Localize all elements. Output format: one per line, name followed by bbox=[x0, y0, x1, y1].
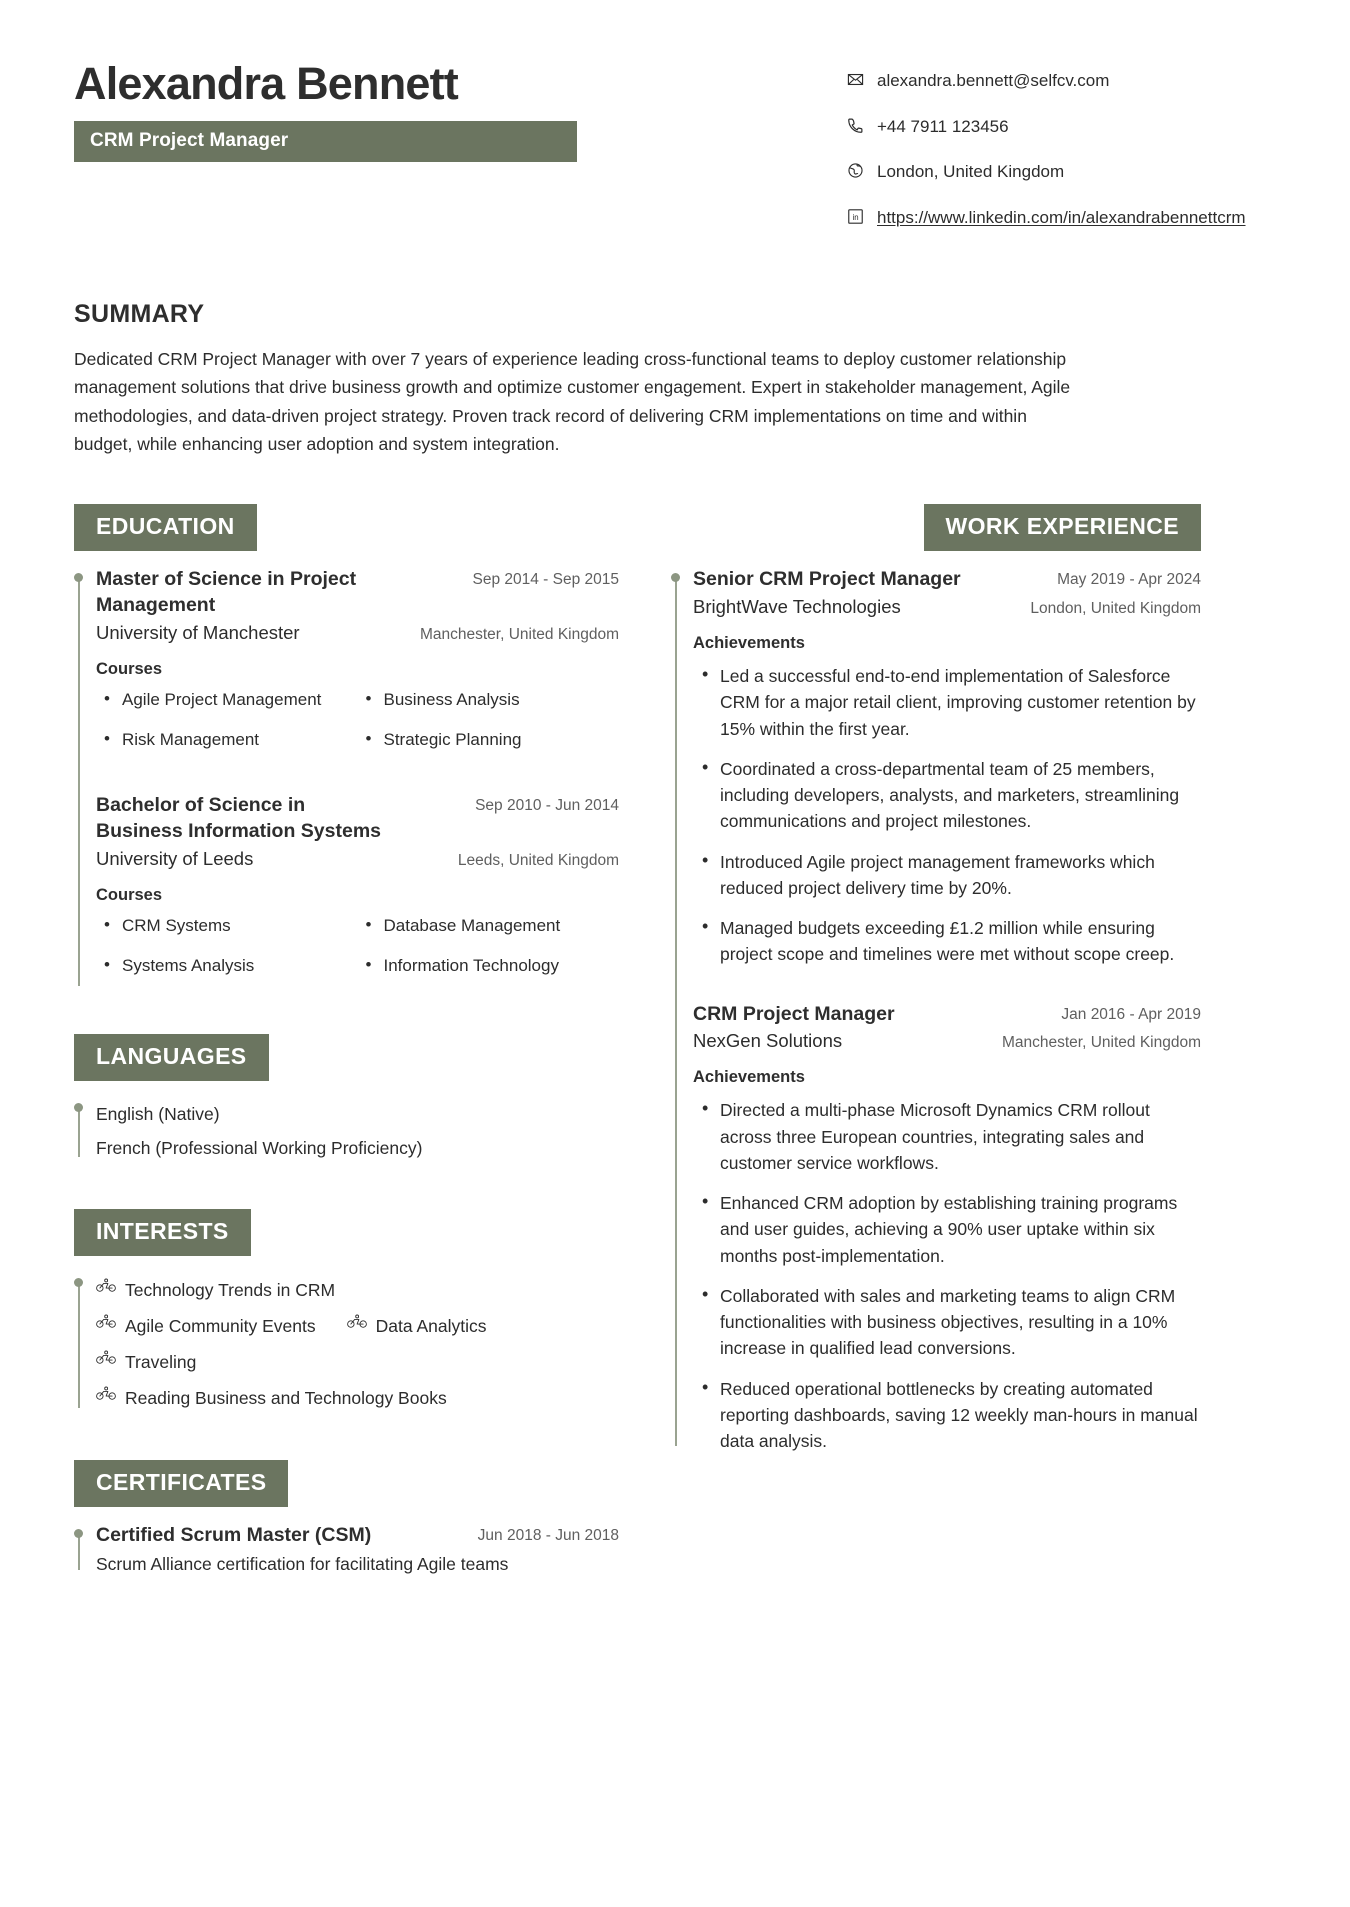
certificate-name: Certified Scrum Master (CSM) bbox=[96, 1523, 372, 1546]
interest-item bbox=[96, 1272, 335, 1308]
bicycle-icon bbox=[96, 1273, 116, 1306]
job-title-badge: CRM Project Manager bbox=[74, 121, 577, 162]
interest-label: Agile Community Events bbox=[125, 1315, 316, 1336]
envelope-icon bbox=[846, 70, 865, 89]
resume-body bbox=[74, 504, 1276, 1587]
summary-section bbox=[74, 300, 1276, 458]
achievements-label: Achievements bbox=[693, 634, 805, 653]
work-entry bbox=[693, 567, 1201, 967]
bicycle-icon bbox=[96, 1345, 116, 1378]
contact-text: London, United Kingdom bbox=[877, 162, 1065, 181]
education-entry bbox=[96, 793, 619, 993]
interest-item bbox=[96, 1308, 316, 1344]
course-item: • Strategic Planning bbox=[358, 728, 620, 768]
contact-row bbox=[846, 159, 1276, 185]
certificates-timeline bbox=[74, 1523, 619, 1578]
course-item: • Business Analysis bbox=[358, 688, 620, 728]
contact-row bbox=[846, 114, 1276, 140]
achievement-item: • Led a successful end-to-end implementation of Salesforce CRM for a major retail client, improving customer retention by 15% within the first year. bbox=[693, 663, 1201, 742]
course-item: • Information Technology bbox=[358, 954, 620, 994]
school-location: Leeds, United Kingdom bbox=[457, 851, 619, 869]
course-item: • Database Management bbox=[358, 914, 620, 954]
contact-row[interactable] bbox=[846, 205, 1276, 231]
svg-text:in: in bbox=[852, 212, 859, 222]
school-name: University of Manchester bbox=[96, 621, 300, 643]
language-item: English (Native) bbox=[96, 1103, 220, 1124]
work-heading: WORK EXPERIENCE bbox=[924, 504, 1201, 551]
interests-heading: INTERESTS bbox=[74, 1209, 251, 1256]
interest-item bbox=[347, 1308, 487, 1344]
school-location: Manchester, United Kingdom bbox=[419, 625, 619, 643]
achievement-item: • Introduced Agile project management frameworks which reduced project delivery time by 20%. bbox=[693, 849, 1201, 902]
achievement-item: • Managed budgets exceeding £1.2 million while ensuring project scope and timelines were met without scope creep. bbox=[693, 915, 1201, 968]
achievements-list bbox=[693, 663, 1201, 968]
job-location: Manchester, United Kingdom bbox=[1001, 1034, 1201, 1052]
certificates-section bbox=[74, 1460, 619, 1578]
certificate-description: Scrum Alliance certification for facilitating Agile teams bbox=[96, 1553, 509, 1574]
achievement-item: • Directed a multi-phase Microsoft Dynamics CRM rollout across three European countries, integrating sales and customer service workflows. bbox=[693, 1097, 1201, 1176]
interest-row bbox=[96, 1272, 619, 1308]
bicycle-icon bbox=[96, 1381, 116, 1414]
courses-label: Courses bbox=[96, 885, 163, 904]
achievement-item: • Collaborated with sales and marketing teams to align CRM functionalities with business objectives, resulting in a 10% increase in qualified lead conversions. bbox=[693, 1283, 1201, 1362]
interests-section bbox=[74, 1209, 619, 1416]
courses-label: Courses bbox=[96, 659, 163, 678]
certificate-entry bbox=[96, 1523, 619, 1578]
achievements-list bbox=[693, 1097, 1201, 1454]
education-section bbox=[74, 504, 619, 993]
bicycle-icon bbox=[347, 1309, 367, 1342]
interest-label: Data Analytics bbox=[375, 1315, 487, 1336]
company-name: NexGen Solutions bbox=[693, 1030, 843, 1052]
summary-text: Dedicated CRM Project Manager with over 7 years of experience leading cross-functional teams to deploy customer relationship management solutions that drive business growth and optimize customer engagement. Expert in stakeholder management, Agile methodologies, and data-driven project strategy. Proven track record of delivering CRM implementations on time and within budget, while enhancing user adoption and system integration. bbox=[74, 349, 1071, 455]
bicycle-icon bbox=[96, 1309, 116, 1342]
work-section bbox=[671, 504, 1201, 1454]
interest-label: Traveling bbox=[125, 1351, 197, 1372]
school-name: University of Leeds bbox=[96, 847, 254, 869]
languages-section bbox=[74, 1034, 619, 1165]
job-location: London, United Kingdom bbox=[1030, 600, 1201, 618]
education-date: Sep 2010 - Jun 2014 bbox=[475, 797, 619, 815]
interest-label: Technology Trends in CRM bbox=[125, 1279, 336, 1300]
language-item: French (Professional Working Proficiency) bbox=[96, 1137, 423, 1158]
degree-title: Master of Science in Project Management bbox=[96, 568, 357, 617]
achievement-item: • Enhanced CRM adoption by establishing training programs and user guides, achieving a 90% user uptake within six months post-implementation. bbox=[693, 1190, 1201, 1269]
degree-title: Bachelor of Science in Business Information Systems bbox=[96, 794, 381, 843]
right-column bbox=[671, 504, 1201, 1587]
company-name: BrightWave Technologies bbox=[693, 596, 901, 618]
job-date: Jan 2016 - Apr 2019 bbox=[1061, 1005, 1201, 1023]
left-column bbox=[74, 504, 619, 1587]
certificates-heading: CERTIFICATES bbox=[74, 1460, 288, 1507]
contact-text: alexandra.bennett@selfcv.com bbox=[877, 71, 1110, 90]
certificate-date: Jun 2018 - Jun 2018 bbox=[477, 1526, 619, 1544]
resume-header bbox=[74, 50, 1276, 250]
contact-list bbox=[846, 50, 1276, 250]
phone-icon bbox=[846, 116, 865, 135]
interest-item bbox=[96, 1344, 196, 1380]
interest-row bbox=[96, 1308, 619, 1344]
interest-row bbox=[96, 1380, 619, 1416]
achievement-item: • Reduced operational bottlenecks by creating automated reporting dashboards, saving 12 weekly man-hours in manual data analysis. bbox=[693, 1376, 1201, 1455]
page-title: Alexandra Bennett bbox=[74, 58, 458, 109]
globe-icon bbox=[846, 161, 865, 180]
education-date: Sep 2014 - Sep 2015 bbox=[472, 571, 619, 589]
education-heading: EDUCATION bbox=[74, 504, 257, 551]
work-timeline bbox=[671, 567, 1201, 1454]
contact-text: +44 7911 123456 bbox=[877, 116, 1009, 136]
languages-heading: LANGUAGES bbox=[74, 1034, 269, 1081]
achievements-label: Achievements bbox=[693, 1068, 805, 1087]
course-item: • Risk Management bbox=[96, 728, 358, 768]
linkedin-icon bbox=[846, 207, 865, 226]
interest-label: Reading Business and Technology Books bbox=[125, 1387, 447, 1408]
education-entry bbox=[96, 567, 619, 767]
job-position: Senior CRM Project Manager bbox=[693, 568, 961, 591]
interest-item bbox=[96, 1380, 447, 1416]
achievement-item: • Coordinated a cross-departmental team of 25 members, including developers, analysts, and marketers, streamlining communications and project milestones. bbox=[693, 756, 1201, 835]
contact-text[interactable]: https://www.linkedin.com/in/alexandrabennettcrm bbox=[877, 207, 1246, 227]
header-identity bbox=[74, 50, 594, 162]
contact-row bbox=[846, 68, 1276, 94]
summary-heading: SUMMARY bbox=[74, 300, 205, 328]
work-entry bbox=[693, 1002, 1201, 1455]
job-position: CRM Project Manager bbox=[693, 1002, 895, 1025]
interests-timeline bbox=[74, 1272, 619, 1416]
courses-list bbox=[96, 914, 619, 994]
course-item: • Systems Analysis bbox=[96, 954, 358, 994]
interest-row bbox=[96, 1344, 619, 1380]
education-timeline bbox=[74, 567, 619, 993]
courses-list bbox=[96, 688, 619, 768]
job-date: May 2019 - Apr 2024 bbox=[1057, 571, 1201, 589]
languages-timeline bbox=[74, 1097, 619, 1165]
course-item: • CRM Systems bbox=[96, 914, 358, 954]
course-item: • Agile Project Management bbox=[96, 688, 358, 728]
